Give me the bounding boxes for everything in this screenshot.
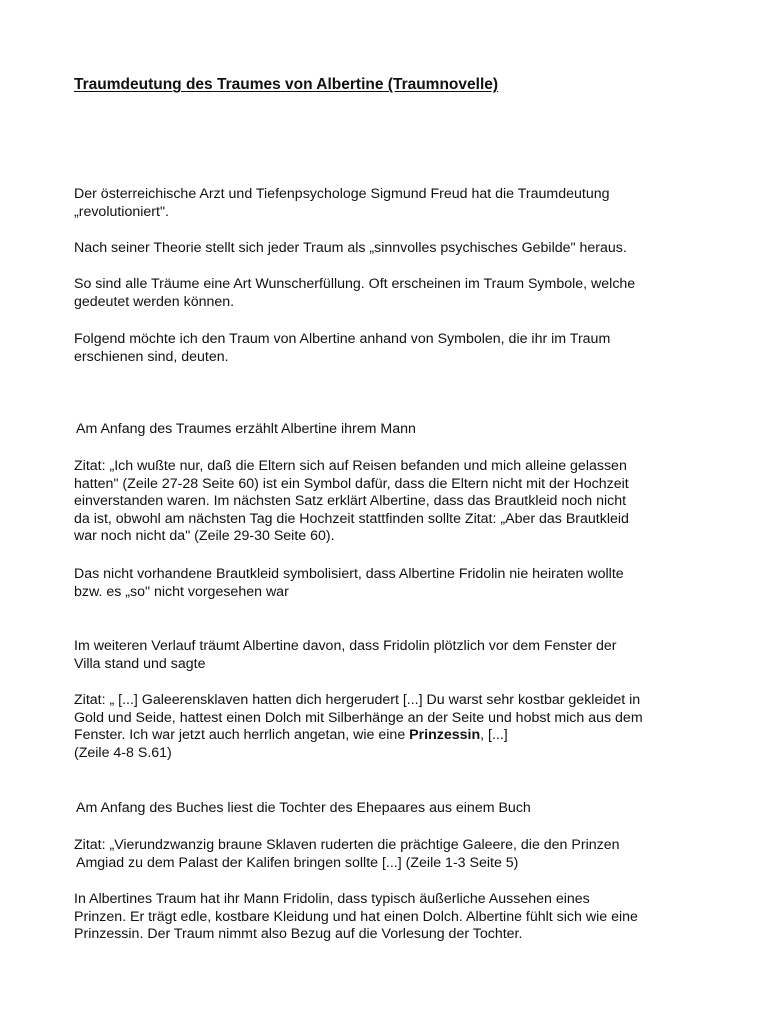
paragraph-intention (74, 331, 714, 366)
text-line: gedeutet werden können. (74, 293, 235, 310)
bold-word-prinzessin: Prinzessin (409, 727, 481, 744)
text-line: So sind alle Träume eine Art Wunscherfüllung. Oft erscheinen im Traum Symbole, welche (74, 276, 636, 292)
paragraph-freud-intro (74, 186, 714, 221)
paragraph-dream-beginning (76, 421, 716, 439)
document-title: Traumdeutung des Traumes von Albertine (Traumnovelle) (74, 76, 499, 93)
text-line: Gold und Seide, hattest einen Dolch mit Silberhänge an der Seite und hobst mich aus dem (74, 709, 643, 726)
text-line: Zitat: „Ich wußte nur, daß die Eltern sich auf Reisen befanden und mich alleine gelassen (74, 458, 627, 474)
text-line: Das nicht vorhandene Brautkleid symbolisiert, dass Albertine Fridolin nie heiraten wollte (74, 566, 624, 582)
text-line: Zitat: „Vierundzwanzig braune Sklaven ruderten die prächtige Galeere, die den Prinzen (74, 837, 620, 853)
text-line: Nach seiner Theorie stellt sich jeder Traum als „sinnvolles psychisches Gebilde" heraus. (74, 240, 627, 256)
text-line (74, 727, 714, 745)
paragraph-wedding-dress (74, 566, 714, 601)
paragraph-book-beginning (76, 800, 716, 818)
text-line: Folgend möchte ich den Traum von Albertine anhand von Symbolen, die ihr im Traum (74, 331, 611, 347)
text-line: Villa stand und sagte (74, 655, 206, 672)
text-line: erschienen sind, deuten. (74, 348, 229, 365)
text-line: Im weiteren Verlauf träumt Albertine davon, dass Fridolin plötzlich vor dem Fenster der (74, 638, 617, 654)
text-line: Amgiad zu dem Palast der Kalifen bringen sollte [...] (Zeile 1-3 Seite 5) (76, 854, 519, 871)
text-line: Am Anfang des Traumes erzählt Albertine ihrem Mann (76, 421, 416, 437)
text-segment: Fenster. Ich war jetzt auch herrlich angetan, wie eine (74, 727, 410, 744)
text-line: Prinzen. Er trägt edle, kostbare Kleidung und hat einen Dolch. Albertine fühlt sich wie eine (74, 908, 638, 925)
paragraph-conclusion (74, 891, 714, 944)
text-line: war noch nicht da" (Zeile 29-30 Seite 60). (74, 528, 335, 545)
text-line: Der österreichische Arzt und Tiefenpsychologe Sigmund Freud hat die Traumdeutung (74, 186, 610, 202)
text-line: da ist, obwohl am nächsten Tag die Hochzeit stattfinden sollte Zitat: „Aber das Brautkleid (74, 510, 629, 527)
text-line: hatten" (Zeile 27-28 Seite 60) ist ein Symbol dafür, dass die Eltern nicht mit der Hochzeit (74, 475, 629, 492)
paragraph-further-course (74, 638, 714, 673)
text-line: bzw. es „so" nicht vorgesehen war (74, 583, 289, 600)
text-line: In Albertines Traum hat ihr Mann Fridolin, dass typisch äußerliche Aussehen eines (74, 891, 590, 907)
text-line: einverstanden waren. Im nächsten Satz erklärt Albertine, dass das Brautkleid noch nicht (74, 493, 627, 510)
paragraph-quote-galley (74, 692, 714, 762)
text-line: Prinzessin. Der Traum nimmt also Bezug auf die Vorlesung der Tochter. (74, 926, 523, 943)
text-line: „revolutioniert". (74, 203, 169, 220)
paragraph-theory (74, 240, 714, 258)
text-line: Am Anfang des Buches liest die Tochter des Ehepaares aus einem Buch (76, 800, 531, 816)
paragraph-quote-slaves (74, 837, 714, 872)
text-segment: , [...] (480, 727, 508, 744)
paragraph-wish-fulfillment (74, 276, 714, 311)
text-line: Zitat: „ [...] Galeerensklaven hatten dich hergerudert [...] Du warst sehr kostbar gekleidet in (74, 692, 641, 708)
text-line: (Zeile 4-8 S.61) (74, 744, 172, 761)
paragraph-quote-parents (74, 458, 714, 546)
